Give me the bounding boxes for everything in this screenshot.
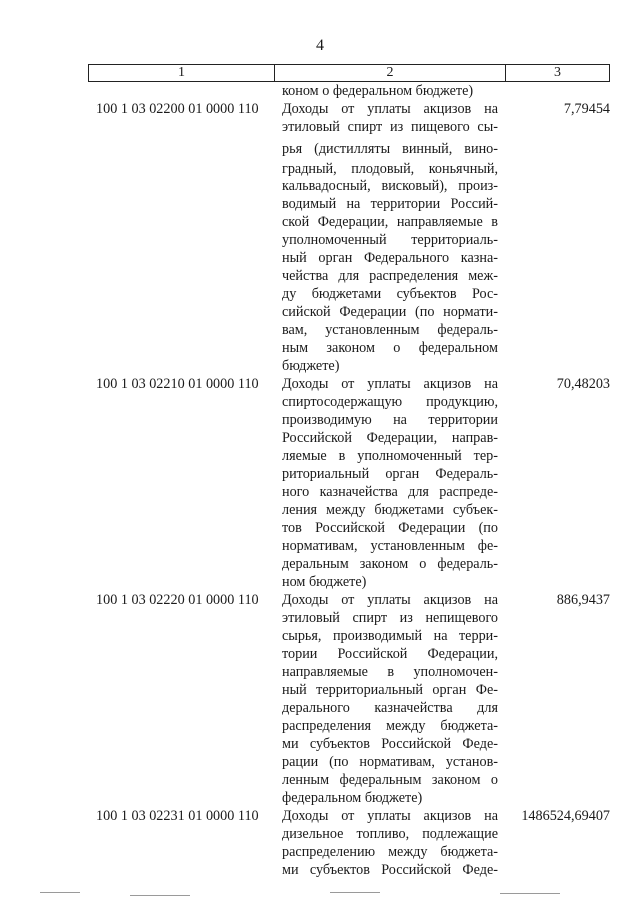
scan-mark xyxy=(130,895,190,896)
row-2-amount: 70,48203 xyxy=(556,376,610,392)
row-2-desc-line: тов Российской Федерации (по xyxy=(282,520,498,536)
table-header-col2: 2 xyxy=(275,65,506,81)
scan-mark xyxy=(40,892,80,893)
row-1-desc-line: бюджете) xyxy=(282,358,340,374)
row-3-desc-line: ленным федеральным законом о xyxy=(282,772,498,788)
row-3-desc-line: этиловый спирт из непищевого xyxy=(282,610,498,626)
row-1-code: 100 1 03 02200 01 0000 110 xyxy=(96,101,259,117)
row-1-desc-line: ный орган Федерального казна- xyxy=(282,250,498,266)
row-1-desc-line: этиловый спирт из пищевого сы- xyxy=(282,119,498,135)
row-2-desc-line: спиртосодержащую продукцию, xyxy=(282,394,498,410)
row-2-desc-line: ном бюджете) xyxy=(282,574,367,590)
row-3-desc-line: распределения между бюджета- xyxy=(282,718,498,734)
row-3-desc-line: Доходы от уплаты акцизов на xyxy=(282,592,498,608)
row-4-amount: 1486524,69407 xyxy=(521,808,610,824)
row-2-desc-line: производимую на территории xyxy=(282,412,498,428)
row-1-desc-line: вам, установленным федераль- xyxy=(282,322,498,338)
scan-mark xyxy=(500,893,560,894)
row-3-desc-line: дерального казначейства для xyxy=(282,700,498,716)
row-3-amount: 886,9437 xyxy=(556,592,610,608)
continuation-line: коном о федеральном бюджете) xyxy=(282,83,474,99)
row-4-desc-line: ми субъектов Российской Феде- xyxy=(282,862,498,878)
row-1-amount: 7,79454 xyxy=(563,101,610,117)
row-1-desc-line: ду бюджетами субъектов Рос- xyxy=(282,286,498,302)
scan-mark xyxy=(330,892,380,893)
row-4-code: 100 1 03 02231 01 0000 110 xyxy=(96,808,259,824)
row-4-desc-line: дизельное топливо, подлежащие xyxy=(282,826,498,842)
row-3-desc-line: рации (по нормативам, установ- xyxy=(282,754,498,770)
row-3-desc-line: направляемые в уполномочен- xyxy=(282,664,498,680)
row-1-desc-line: уполномоченный территориаль- xyxy=(282,232,498,248)
row-2-desc-line: Российской Федерации, направ- xyxy=(282,430,498,446)
row-2-desc-line: ления между бюджетами субъек- xyxy=(282,502,498,518)
row-1-desc-line: ской Федерации, направляемые в xyxy=(282,214,498,230)
row-2-desc-line: риториальный орган Федераль- xyxy=(282,466,498,482)
row-4-desc-line: Доходы от уплаты акцизов на xyxy=(282,808,498,824)
row-1-desc-line: чейства для распределения меж- xyxy=(282,268,498,284)
row-1-desc-line: сийской Федерации (по нормати- xyxy=(282,304,498,320)
table-header-row xyxy=(88,64,610,82)
row-3-desc-line: тории Российской Федерации, xyxy=(282,646,498,662)
row-1-desc-line: водимый на территории Россий- xyxy=(282,196,498,212)
row-3-desc-line: сырья, производимый на терри- xyxy=(282,628,498,644)
row-3-desc-line: ми субъектов Российской Феде- xyxy=(282,736,498,752)
page-number: 4 xyxy=(316,37,324,54)
row-1-desc-line: рья (дистилляты винный, вино- xyxy=(282,141,498,157)
row-3-code: 100 1 03 02220 01 0000 110 xyxy=(96,592,259,608)
row-1-desc-line: градный, плодовый, коньячный, xyxy=(282,161,498,177)
row-2-desc-line: Доходы от уплаты акцизов на xyxy=(282,376,498,392)
row-1-desc-line: кальвадосный, висковый), произ- xyxy=(282,178,498,194)
row-2-desc-line: ляемые в уполномоченный тер- xyxy=(282,448,498,464)
table-header-col1: 1 xyxy=(89,65,275,81)
row-2-code: 100 1 03 02210 01 0000 110 xyxy=(96,376,259,392)
row-4-desc-line: распределению между бюджета- xyxy=(282,844,498,860)
row-3-desc-line: ный территориальный орган Фе- xyxy=(282,682,498,698)
row-2-desc-line: деральным законом о федераль- xyxy=(282,556,498,572)
row-1-desc-line: Доходы от уплаты акцизов на xyxy=(282,101,498,117)
row-2-desc-line: нормативам, установленным фе- xyxy=(282,538,498,554)
table-header-col3: 3 xyxy=(554,65,561,80)
row-3-desc-line: федеральном бюджете) xyxy=(282,790,423,806)
row-1-desc-line: ным законом о федеральном xyxy=(282,340,498,356)
row-2-desc-line: ного казначейства для распреде- xyxy=(282,484,498,500)
